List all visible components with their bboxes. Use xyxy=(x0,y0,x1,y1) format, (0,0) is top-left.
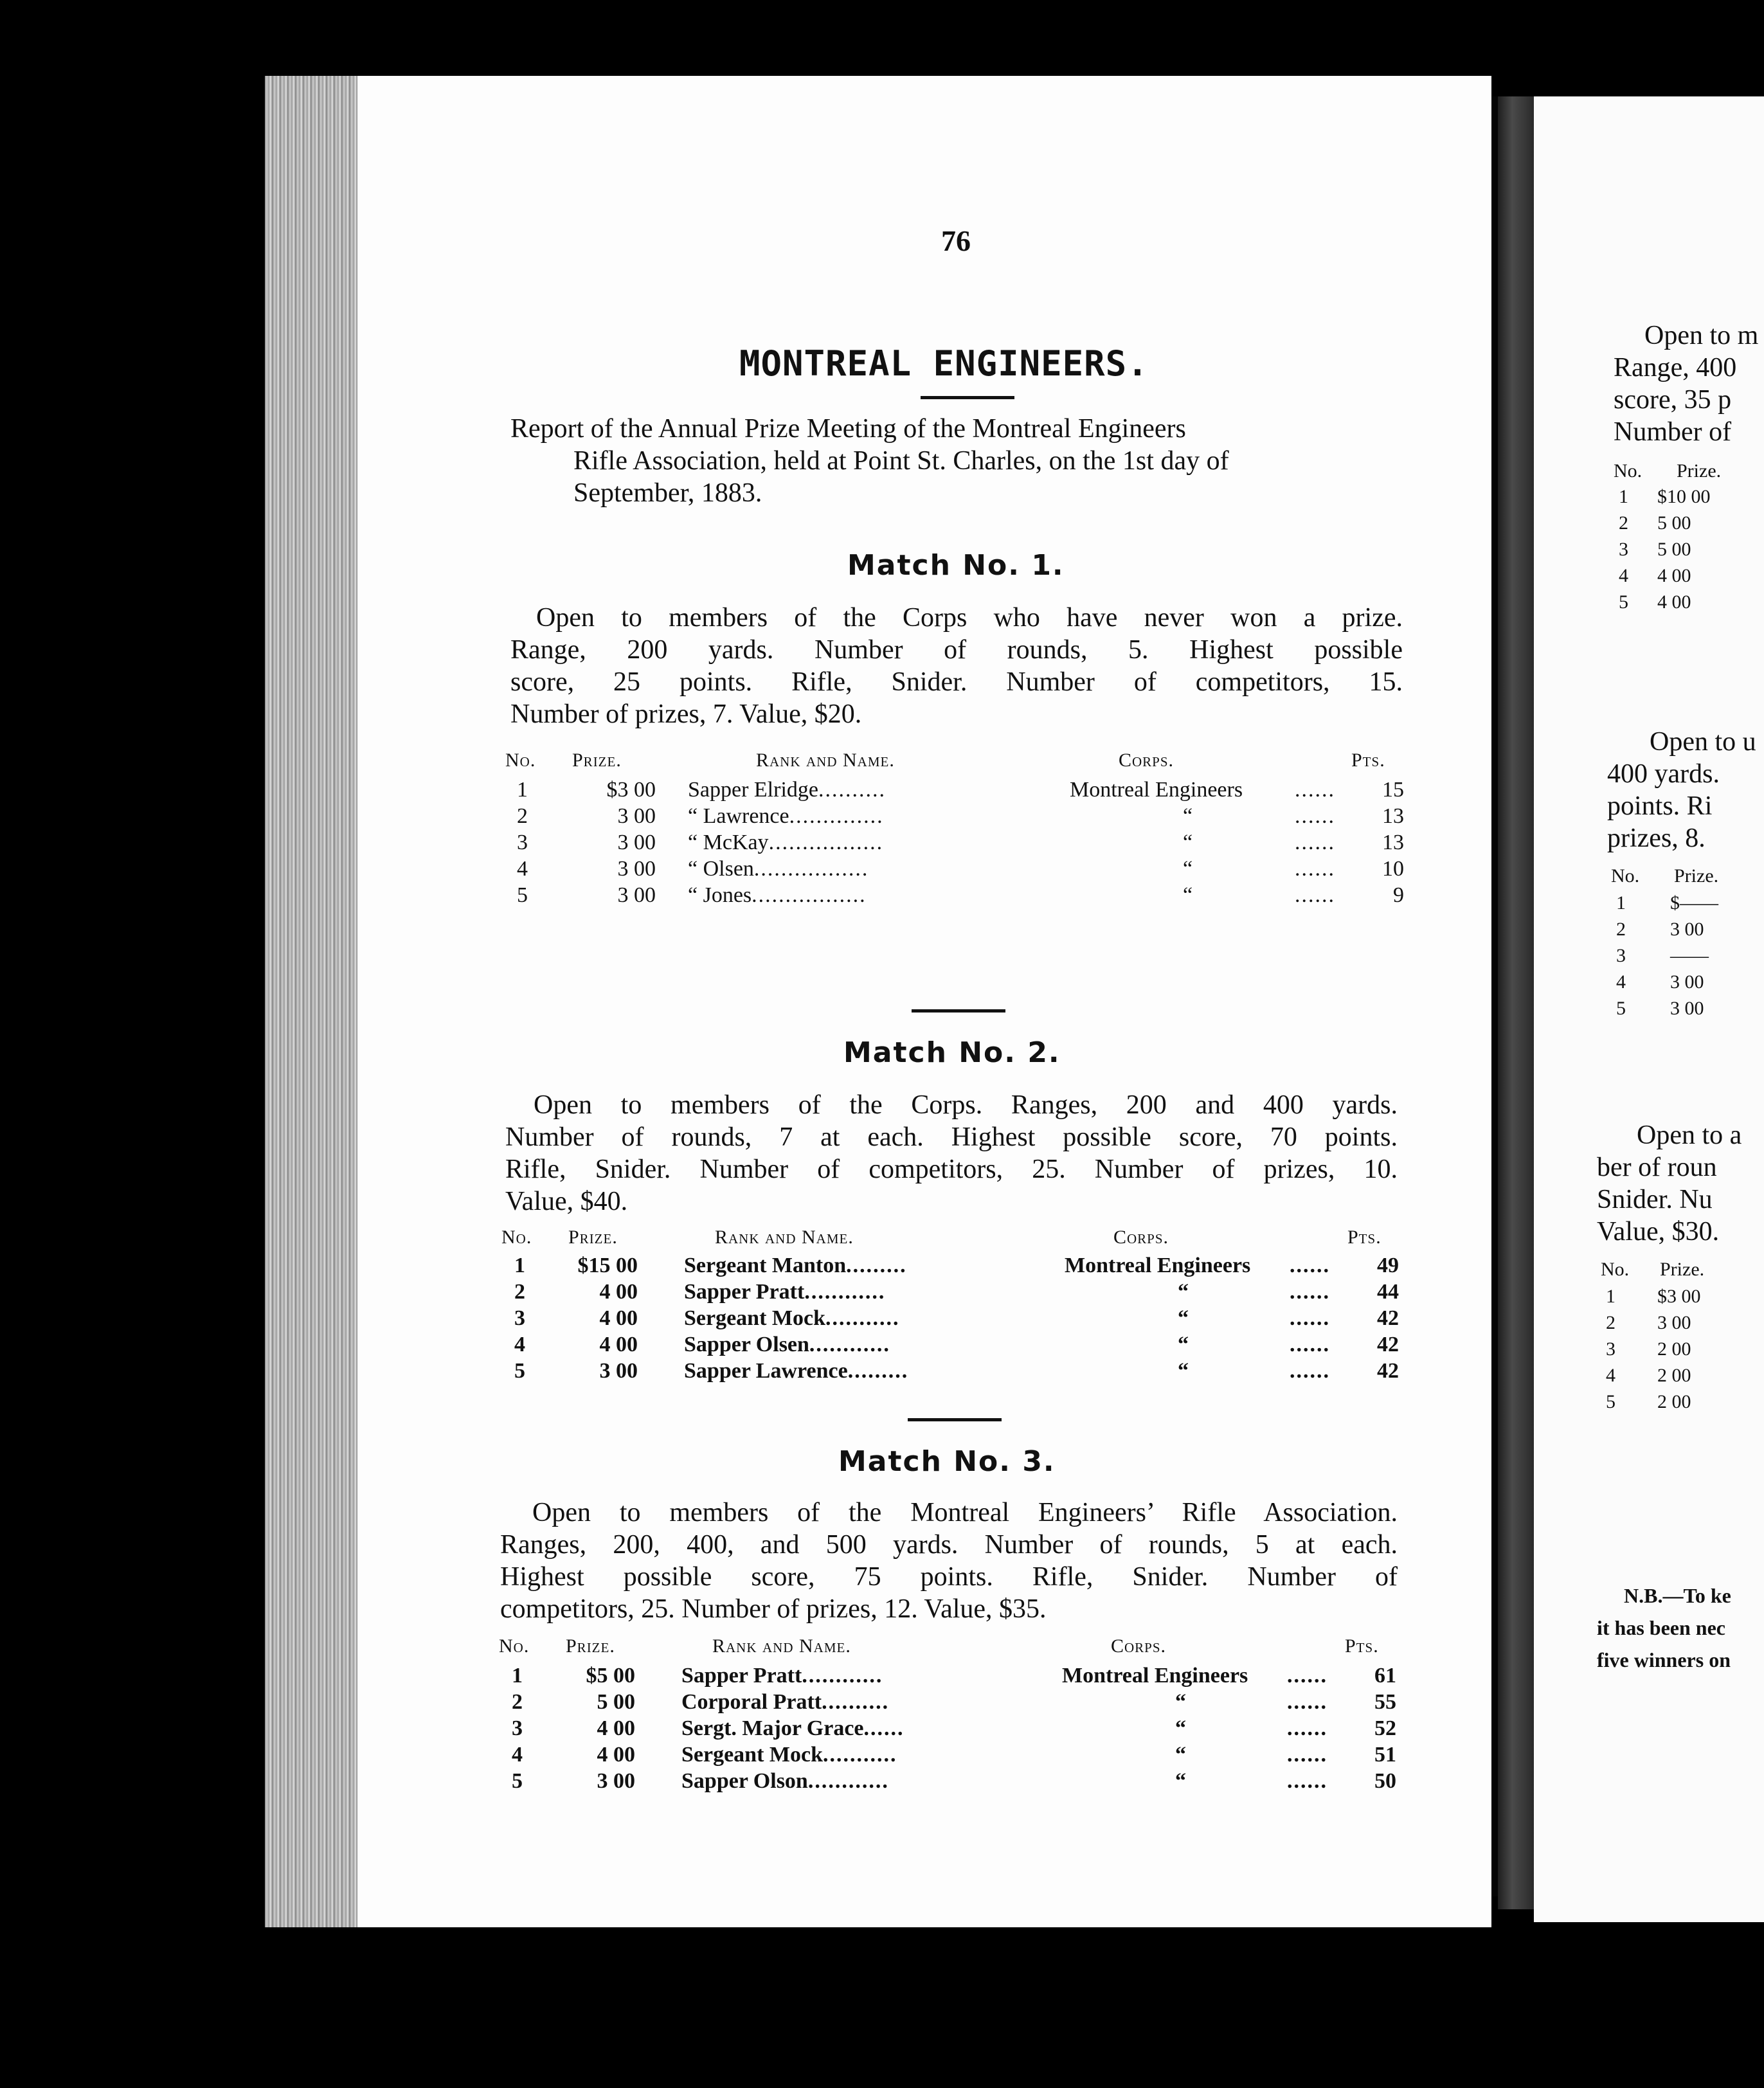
desc-line: Ranges, 200, 400, and 500 yards. Number of rounds, 5 at each. xyxy=(500,1530,1398,1560)
row-prize: 4 00 xyxy=(599,1280,638,1304)
row-prize: $5 00 xyxy=(586,1664,635,1688)
leader-dots: ........... xyxy=(825,1306,900,1330)
leader-dots: ......... xyxy=(846,1254,907,1277)
rp-row-number: 4 xyxy=(1619,565,1628,586)
row-name xyxy=(681,1743,897,1767)
leader-dots: ...... xyxy=(1295,831,1335,854)
row-name-text: “ McKay xyxy=(688,831,769,854)
header-name: Rank and Name. xyxy=(756,750,895,771)
leader-dots: ................. xyxy=(768,831,884,854)
intro-line-1: Report of the Annual Prize Meeting of the Montreal Engineers xyxy=(510,414,1186,444)
row-number: 1 xyxy=(514,1254,525,1277)
leader-dots: .......... xyxy=(822,1690,890,1714)
leader-dots: ...... xyxy=(1290,1306,1330,1330)
rp-row-prize: 4 00 xyxy=(1657,591,1691,613)
row-points: 49 xyxy=(1377,1254,1399,1277)
rp-row-prize: 4 00 xyxy=(1657,565,1691,586)
row-prize: 3 00 xyxy=(617,857,656,881)
row-points: 13 xyxy=(1382,831,1404,854)
rp-row-prize: —— xyxy=(1670,945,1709,966)
rp-b1-line: Range, 400 xyxy=(1614,353,1737,382)
row-points: 42 xyxy=(1377,1333,1399,1356)
row-points: 50 xyxy=(1374,1769,1396,1793)
row-name-text: “ Lawrence xyxy=(688,804,789,828)
rp-b3-header-no: No. xyxy=(1601,1259,1630,1280)
row-corps: Montreal Engineers xyxy=(1070,778,1243,802)
row-number: 3 xyxy=(517,831,528,854)
header-pts: Pts. xyxy=(1351,750,1385,771)
row-points: 44 xyxy=(1377,1280,1399,1304)
header-name: Rank and Name. xyxy=(712,1635,851,1657)
row-number: 4 xyxy=(514,1333,525,1356)
row-number: 3 xyxy=(514,1306,525,1330)
row-name xyxy=(684,1280,885,1304)
row-corps: “ xyxy=(1175,1716,1186,1740)
intro-line-2: Rifle Association, held at Point St. Charles, on the 1st day of xyxy=(573,446,1229,476)
leader-dots: ...... xyxy=(1290,1359,1330,1383)
desc-line: Range, 200 yards. Number of rounds, 5. Highest possible xyxy=(510,635,1403,665)
leader-dots: ............ xyxy=(804,1280,886,1304)
rp-row-number: 3 xyxy=(1616,945,1626,966)
leader-dots: ............ xyxy=(809,1333,890,1356)
row-name xyxy=(684,1359,908,1383)
row-name xyxy=(681,1664,883,1688)
row-prize: 3 00 xyxy=(599,1359,638,1383)
row-name xyxy=(681,1716,905,1741)
rp-b1-line: score, 35 p xyxy=(1614,385,1732,415)
leader-dots: ...... xyxy=(1290,1280,1330,1304)
rp-row-prize: 3 00 xyxy=(1670,998,1704,1019)
row-points: 55 xyxy=(1374,1690,1396,1714)
rp-b2-line: points. Ri xyxy=(1607,791,1713,821)
row-prize: 4 00 xyxy=(599,1333,638,1356)
row-number: 2 xyxy=(512,1690,523,1714)
rp-nb-line: five winners on xyxy=(1597,1648,1731,1671)
rp-b2-line: prizes, 8. xyxy=(1607,824,1706,853)
row-points: 10 xyxy=(1382,857,1404,881)
header-name: Rank and Name. xyxy=(715,1227,854,1248)
leader-dots: ............ xyxy=(807,1769,889,1793)
rp-b2-header-prize: Prize. xyxy=(1674,865,1719,887)
row-name-text: Sergeant Manton xyxy=(684,1254,847,1277)
row-name-text: Sapper Elridge xyxy=(688,778,818,802)
row-corps: “ xyxy=(1183,831,1193,854)
rp-row-number: 4 xyxy=(1616,971,1626,993)
rp-b1-line: Number of xyxy=(1614,417,1732,447)
row-points: 9 xyxy=(1393,883,1404,907)
rp-row-number: 1 xyxy=(1616,892,1626,914)
rp-b3-line: Snider. Nu xyxy=(1597,1185,1713,1214)
leader-dots: ...... xyxy=(1287,1664,1328,1688)
header-no: No. xyxy=(505,750,536,771)
row-points: 13 xyxy=(1382,804,1404,828)
title-rule xyxy=(921,396,1014,399)
rp-b1-header-prize: Prize. xyxy=(1677,460,1722,482)
row-number: 4 xyxy=(517,857,528,881)
rp-row-prize: 2 00 xyxy=(1657,1391,1691,1412)
desc-line: Open to members of the Montreal Engineers’ Rifle Association. xyxy=(532,1498,1398,1527)
row-name-text: Sapper Lawrence xyxy=(684,1359,848,1383)
row-prize: 4 00 xyxy=(599,1306,638,1330)
row-corps: “ xyxy=(1178,1306,1189,1330)
row-prize: 3 00 xyxy=(617,804,656,828)
row-name xyxy=(681,1690,889,1715)
header-corps: Corps. xyxy=(1113,1227,1169,1248)
row-name xyxy=(684,1254,907,1278)
row-prize: 3 00 xyxy=(617,883,656,907)
rp-b3-header-prize: Prize. xyxy=(1660,1259,1705,1280)
row-number: 2 xyxy=(517,804,528,828)
leader-dots: ...... xyxy=(1287,1716,1328,1740)
desc-line: Highest possible score, 75 points. Rifle, Snider. Number of xyxy=(500,1562,1398,1592)
rp-row-number: 4 xyxy=(1606,1365,1616,1386)
rp-row-prize: 3 00 xyxy=(1657,1312,1691,1333)
row-corps: “ xyxy=(1175,1743,1186,1767)
desc-line: Value, $40. xyxy=(505,1187,628,1216)
row-name-text: “ Jones xyxy=(688,883,752,907)
rp-row-prize: 5 00 xyxy=(1657,512,1691,534)
row-points: 15 xyxy=(1382,778,1404,802)
match-2-description xyxy=(505,1089,1398,1218)
row-number: 4 xyxy=(512,1743,523,1767)
row-name-text: Sergt. Major Grace xyxy=(681,1716,864,1740)
book-binding xyxy=(1498,96,1534,1909)
rp-b3-line: Value, $30. xyxy=(1597,1217,1720,1246)
row-corps: “ xyxy=(1178,1280,1189,1304)
row-prize: $15 00 xyxy=(577,1254,638,1277)
row-prize: 4 00 xyxy=(597,1716,635,1740)
header-prize: Prize. xyxy=(572,750,622,771)
row-name-text: Sapper Olsen xyxy=(684,1333,809,1356)
page-edges xyxy=(265,76,360,1927)
match-2-heading: Match No. 2. xyxy=(843,1036,1061,1069)
row-name xyxy=(681,1769,889,1794)
row-corps: Montreal Engineers xyxy=(1062,1664,1248,1688)
row-name-text: “ Olsen xyxy=(688,857,754,881)
desc-line: Open to members of the Corps who have never won a prize. xyxy=(536,603,1403,633)
left-page xyxy=(357,76,1491,1927)
rp-row-prize: $10 00 xyxy=(1657,486,1711,507)
header-corps: Corps. xyxy=(1119,750,1174,771)
row-name-text: Sapper Pratt xyxy=(681,1664,802,1688)
leader-dots: ...... xyxy=(1290,1333,1330,1356)
rp-row-number: 2 xyxy=(1616,919,1626,940)
rp-row-prize: 3 00 xyxy=(1670,971,1704,993)
rp-row-number: 1 xyxy=(1606,1286,1616,1307)
row-corps: Montreal Engineers xyxy=(1065,1254,1251,1277)
leader-dots: ...... xyxy=(1287,1690,1328,1714)
row-points: 42 xyxy=(1377,1359,1399,1383)
row-name xyxy=(684,1333,890,1357)
row-corps: “ xyxy=(1178,1333,1189,1356)
page-number: 76 xyxy=(941,224,971,257)
row-name xyxy=(688,804,884,829)
row-name xyxy=(684,1306,900,1331)
page-title: MONTREAL ENGINEERS. xyxy=(739,343,1149,384)
rp-row-number: 5 xyxy=(1616,998,1626,1019)
rp-row-prize: $3 00 xyxy=(1657,1286,1701,1307)
row-corps: “ xyxy=(1183,804,1193,828)
leader-dots: ...... xyxy=(1295,778,1335,802)
rp-b3-line: ber of roun xyxy=(1597,1153,1717,1182)
row-prize: 4 00 xyxy=(597,1743,635,1767)
leader-dots: ...... xyxy=(1290,1254,1330,1277)
rp-row-number: 2 xyxy=(1606,1312,1616,1333)
rp-b2-line: Open to u xyxy=(1650,727,1756,757)
header-no: No. xyxy=(499,1635,530,1657)
row-name-text: Sapper Pratt xyxy=(684,1280,805,1304)
match-3-description xyxy=(500,1497,1398,1625)
rp-row-number: 2 xyxy=(1619,512,1628,534)
row-prize: 3 00 xyxy=(617,831,656,854)
rp-row-number: 5 xyxy=(1606,1391,1616,1412)
row-name xyxy=(688,883,867,908)
row-points: 42 xyxy=(1377,1306,1399,1330)
row-name xyxy=(688,857,869,881)
rp-b2-line: 400 yards. xyxy=(1607,759,1720,789)
row-name-text: Sapper Olson xyxy=(681,1769,808,1793)
header-no: No. xyxy=(501,1227,532,1248)
row-name xyxy=(688,778,886,802)
leader-dots: ...... xyxy=(1287,1743,1328,1767)
header-prize: Prize. xyxy=(566,1635,615,1657)
leader-dots: ............ xyxy=(802,1664,883,1688)
rp-row-prize: 5 00 xyxy=(1657,539,1691,560)
leader-dots: .............. xyxy=(789,804,884,828)
row-number: 5 xyxy=(512,1769,523,1793)
leader-dots: ...... xyxy=(1295,857,1335,881)
leader-dots: ................. xyxy=(752,883,867,907)
row-prize: 3 00 xyxy=(597,1769,635,1793)
rp-b1-header-no: No. xyxy=(1614,460,1643,482)
row-corps: “ xyxy=(1178,1359,1189,1383)
leader-dots: ...... xyxy=(1295,804,1335,828)
header-prize: Prize. xyxy=(568,1227,618,1248)
row-number: 5 xyxy=(517,883,528,907)
match-3-heading: Match No. 3. xyxy=(838,1445,1056,1478)
desc-line: Number of prizes, 7. Value, $20. xyxy=(510,699,862,729)
section-rule xyxy=(912,1009,1005,1013)
row-number: 2 xyxy=(514,1280,525,1304)
match-1-description xyxy=(510,602,1403,730)
rp-b2-header-no: No. xyxy=(1611,865,1640,887)
rp-row-number: 3 xyxy=(1606,1338,1616,1360)
rp-b1-line: Open to m xyxy=(1644,321,1759,350)
header-pts: Pts. xyxy=(1347,1227,1382,1248)
rp-row-prize: $—— xyxy=(1670,892,1718,914)
rp-b3-line: Open to a xyxy=(1637,1120,1742,1150)
intro-line-3: September, 1883. xyxy=(573,478,762,508)
desc-line: competitors, 25. Number of prizes, 12. Value, $35. xyxy=(500,1594,1047,1624)
row-number: 3 xyxy=(512,1716,523,1740)
row-name xyxy=(688,831,883,855)
row-prize: $3 00 xyxy=(606,778,656,802)
row-corps: “ xyxy=(1175,1690,1186,1714)
rp-nb-line: N.B.—To ke xyxy=(1624,1584,1731,1607)
row-corps: “ xyxy=(1175,1769,1186,1793)
leader-dots: ...... xyxy=(1295,883,1335,907)
rp-row-number: 1 xyxy=(1619,486,1628,507)
row-points: 52 xyxy=(1374,1716,1396,1740)
leader-dots: ................. xyxy=(753,857,869,881)
row-points: 51 xyxy=(1374,1743,1396,1767)
row-name-text: Sergeant Mock xyxy=(684,1306,826,1330)
row-points: 61 xyxy=(1374,1664,1396,1688)
desc-line: Rifle, Snider. Number of competitors, 25. Number of prizes, 10. xyxy=(505,1155,1398,1184)
row-number: 5 xyxy=(514,1359,525,1383)
rp-row-prize: 3 00 xyxy=(1670,919,1704,940)
leader-dots: ...... xyxy=(1287,1769,1328,1793)
header-corps: Corps. xyxy=(1111,1635,1167,1657)
desc-line: Open to members of the Corps. Ranges, 200 and 400 yards. xyxy=(534,1090,1398,1120)
rp-row-prize: 2 00 xyxy=(1657,1365,1691,1386)
row-corps: “ xyxy=(1183,883,1193,907)
row-prize: 5 00 xyxy=(597,1690,635,1714)
leader-dots: .......... xyxy=(818,778,886,802)
row-corps: “ xyxy=(1183,857,1193,881)
match-1-heading: Match No. 1. xyxy=(847,549,1065,582)
row-number: 1 xyxy=(517,778,528,802)
rp-nb-line: it has been nec xyxy=(1597,1616,1725,1639)
rp-row-number: 3 xyxy=(1619,539,1628,560)
desc-line: Number of rounds, 7 at each. Highest possible score, 70 points. xyxy=(505,1122,1398,1152)
rp-row-prize: 2 00 xyxy=(1657,1338,1691,1360)
leader-dots: ...... xyxy=(863,1716,905,1740)
desc-line: score, 25 points. Rifle, Snider. Number of competitors, 15. xyxy=(510,667,1403,697)
leader-dots: ........... xyxy=(823,1743,897,1767)
leader-dots: ......... xyxy=(847,1359,909,1383)
rp-row-number: 5 xyxy=(1619,591,1628,613)
row-name-text: Corporal Pratt xyxy=(681,1690,822,1714)
row-number: 1 xyxy=(512,1664,523,1688)
right-page xyxy=(1534,96,1764,1922)
row-name-text: Sergeant Mock xyxy=(681,1743,824,1767)
section-rule xyxy=(908,1418,1002,1421)
header-pts: Pts. xyxy=(1345,1635,1379,1657)
